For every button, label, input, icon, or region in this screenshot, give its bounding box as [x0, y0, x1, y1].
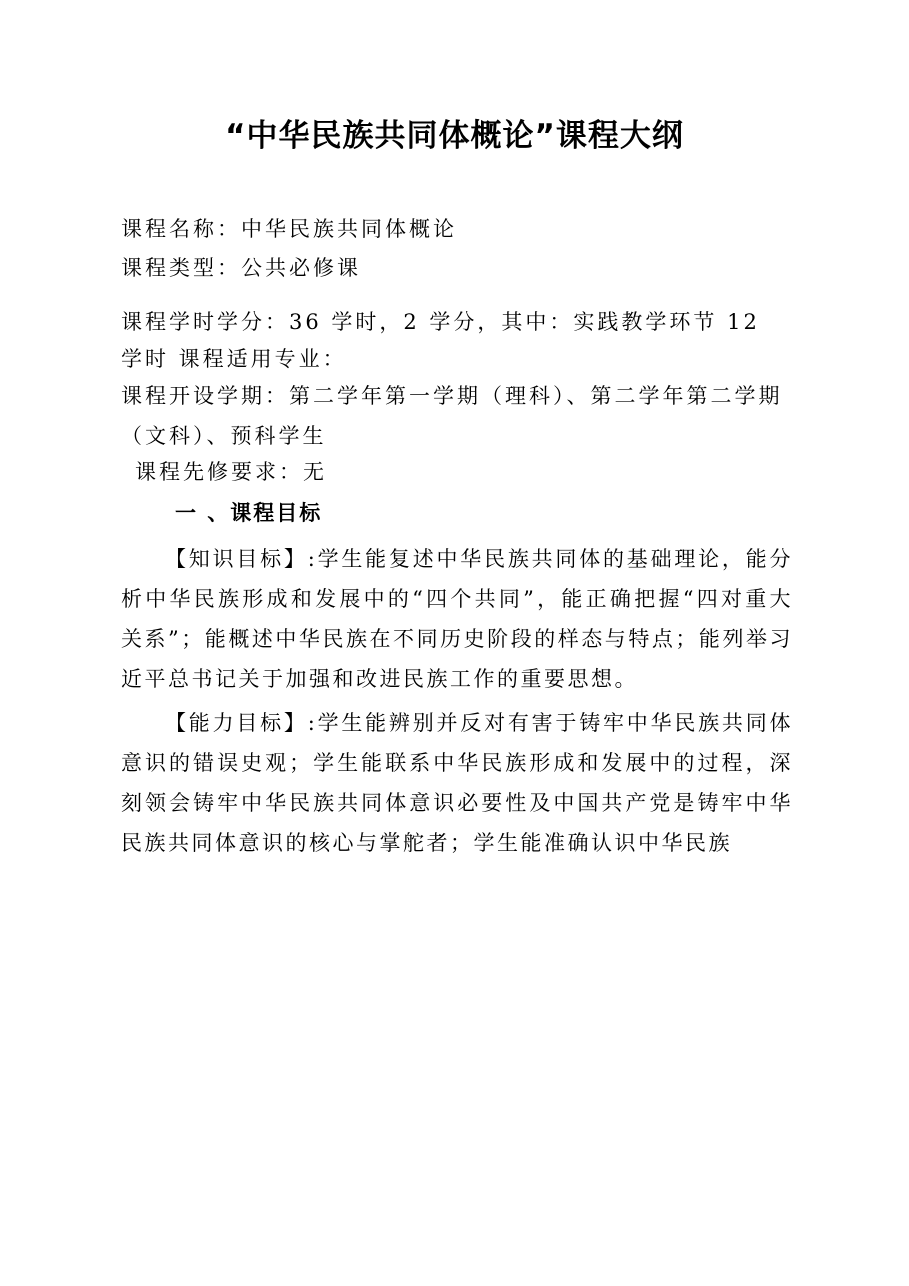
ability-objective-text: :学生能辨别并反对有害于铸牢中华民族共同体意识的错误史观；学生能联系中华民族形成和发展中的过程，深刻领会铸牢中华民族共同体意识必要性及中国共产党是铸牢中华民族共同体意识的核心与掌舵者；学生能准确认识中华民族 — [121, 711, 794, 855]
course-type-line: 课程类型：公共必修课 — [121, 256, 361, 280]
ability-objective-label: 【能力目标】 — [165, 711, 308, 735]
ability-objective-paragraph — [121, 703, 793, 863]
hours-credits-line: 课程学时学分：36 学时，2 学分，其中：实践教学环节 12 学时 课程适用专业： — [121, 310, 760, 371]
section-heading-course-objectives: 一 、课程目标 — [175, 501, 323, 525]
semester-line-2: （文科）、预科学生 — [121, 424, 327, 448]
course-name-line: 课程名称：中华民族共同体概论 — [121, 217, 457, 241]
prerequisite-line: 课程先修要求：无 — [135, 460, 327, 484]
knowledge-objective-text: :学生能复述中华民族共同体的基础理论，能分析中华民族形成和发展中的“四个共同”，能正确把握“四对重大关系”；能概述中华民族在不同历史阶段的样态与特点；能列举习近平总书记关于加强和改进民族工作的重要思想。 — [121, 547, 794, 691]
document-title: “中华民族共同体概论”课程大纲 — [225, 118, 684, 154]
knowledge-objective-label: 【知识目标】 — [165, 547, 308, 571]
semester-line-1: 课程开设学期：第二学年第一学期（理科）、第二学年第二学期 — [121, 384, 783, 408]
knowledge-objective-paragraph — [121, 539, 793, 699]
